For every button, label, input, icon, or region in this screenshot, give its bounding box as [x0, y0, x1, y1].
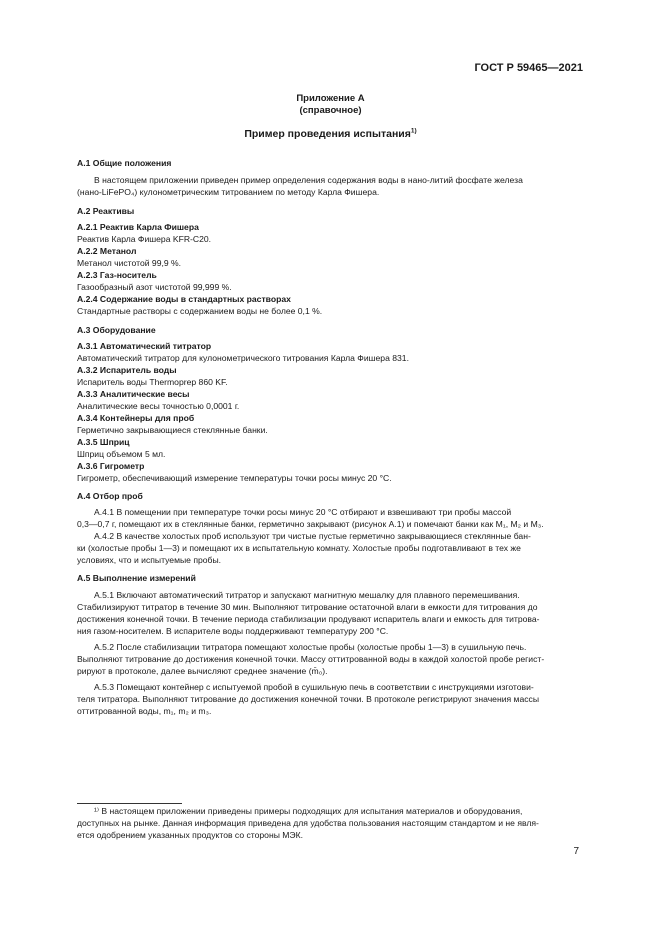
- paragraph-line: Автоматический титратор для кулонометрического титрования Карла Фишера 831.: [77, 353, 409, 363]
- footnote-reference: 1): [410, 127, 417, 135]
- section-heading: А.3.4 Контейнеры для проб: [77, 413, 195, 423]
- section-heading: А.2.3 Газ-носитель: [77, 270, 157, 280]
- footnote-line: доступных на рынке. Данная информация приведена для удобства пользования настоящим стандартом и не явля-: [77, 818, 539, 828]
- appendix-title: Приложение А: [296, 93, 365, 104]
- section-heading: А.3 Оборудование: [77, 325, 156, 335]
- section-heading: А.3.2 Испаритель воды: [77, 365, 177, 375]
- footnote-line: ется одобрением указанных продуктов со стороны МЭК.: [77, 830, 303, 840]
- appendix-heading-text: Пример проведения испытания: [244, 128, 411, 140]
- standard-number: ГОСТ Р 59465—2021: [474, 62, 583, 74]
- paragraph-line: теля титратора. Выполняют титрование до достижения конечной точки. В протоколе регистрируют значения массы: [77, 694, 539, 704]
- paragraph-line: А.5.3 Помещают контейнер с испытуемой пробой в сушильную печь в соответствии с инструкциями изготови-: [94, 682, 534, 692]
- section-heading: А.2.1 Реактив Карла Фишера: [77, 222, 199, 232]
- paragraph-line: А.4.1 В помещении при температуре точки росы минус 20 °С отбирают и взвешивают три пробы массой: [94, 507, 512, 517]
- paragraph-line: Реактив Карла Фишера KFR-C20.: [77, 234, 212, 244]
- section-heading: А.2.2 Метанол: [77, 246, 137, 256]
- paragraph-line: (нано-LiFePO₄) кулонометрическим титрованием по методу Карла Фишера.: [77, 187, 380, 197]
- paragraph-line: А.5.1 Включают автоматический титратор и запускают магнитную мешалку для плавного перемешивания.: [94, 590, 520, 600]
- appendix-type: (справочное): [299, 105, 362, 116]
- paragraph-line: условиях, что и испытуемые пробы.: [77, 555, 222, 565]
- footnote-separator: [77, 803, 182, 804]
- paragraph-line: Гигрометр, обеспечивающий измерение температуры точки росы минус 20 °С.: [77, 473, 392, 483]
- appendix-heading: [0, 128, 661, 140]
- section-heading: А.3.3 Аналитические весы: [77, 389, 190, 399]
- section-heading: А.3.6 Гигрометр: [77, 461, 145, 471]
- paragraph-line: Аналитические весы точностью 0,0001 г.: [77, 401, 240, 411]
- page-number: 7: [573, 846, 579, 857]
- paragraph-line: ния газом-носителем. В испарителе воды поддерживают температуру 200 °С.: [77, 626, 389, 636]
- paragraph-line: достижения конечной точки. В течение периода стабилизации продувают испаритель влаги и емкость для титрова-: [77, 614, 540, 624]
- paragraph-line: В настоящем приложении приведен пример определения содержания воды в нано-литий фосфате железа: [94, 175, 523, 185]
- section-heading: А.5 Выполнение измерений: [77, 573, 196, 583]
- paragraph-line: Стабилизируют титратор в течение 30 мин. Выполняют титрование остаточной влаги в емкости для титрования до: [77, 602, 538, 612]
- paragraph-line: А.5.2 После стабилизации титратора помещают холостые пробы (холостые пробы 1—3) в сушильную печь.: [94, 642, 527, 652]
- section-heading: А.4 Отбор проб: [77, 491, 143, 501]
- footnote-line: ¹⁾ В настоящем приложении приведены примеры подходящих для испытания материалов и оборудования,: [94, 806, 523, 816]
- section-heading: А.3.1 Автоматический титратор: [77, 341, 212, 351]
- section-heading: А.2 Реактивы: [77, 206, 135, 216]
- paragraph-line: Метанол чистотой 99,9 %.: [77, 258, 182, 268]
- paragraph-line: Испаритель воды Thermoprep 860 KF.: [77, 377, 228, 387]
- paragraph-line: Шприц объемом 5 мл.: [77, 449, 166, 459]
- section-heading: А.1 Общие положения: [77, 158, 172, 168]
- section-heading: А.3.5 Шприц: [77, 437, 130, 447]
- paragraph-line: Газообразный азот чистотой 99,999 %.: [77, 282, 232, 292]
- paragraph-line: 0,3—0,7 г, помещают их в стеклянные банки, герметично закрывают (рисунок А.1) и помечают банки как M₁, M₂ и M₃.: [77, 519, 544, 529]
- paragraph-line: ки (холостые пробы 1—3) и помещают их в испытательную комнату. Холостые пробы подготавливают в тех же: [77, 543, 521, 553]
- paragraph-line: Герметично закрывающиеся стеклянные банки.: [77, 425, 268, 435]
- paragraph-line: Выполняют титрование до достижения конечной точки. Массу оттитрованной воды в каждой холостой пробе регист-: [77, 654, 545, 664]
- paragraph-line: оттитрованной воды, m₁, m₂ и m₃.: [77, 706, 212, 716]
- paragraph-line: Стандартные растворы с содержанием воды не более 0,1 %.: [77, 306, 323, 316]
- paragraph-line: рируют в протоколе, далее вычисляют среднее значение (m̄₀).: [77, 666, 328, 676]
- section-heading: А.2.4 Содержание воды в стандартных растворах: [77, 294, 291, 304]
- paragraph-line: А.4.2 В качестве холостых проб используют три чистые пустые герметично закрывающиеся стеклянные бан-: [94, 531, 531, 541]
